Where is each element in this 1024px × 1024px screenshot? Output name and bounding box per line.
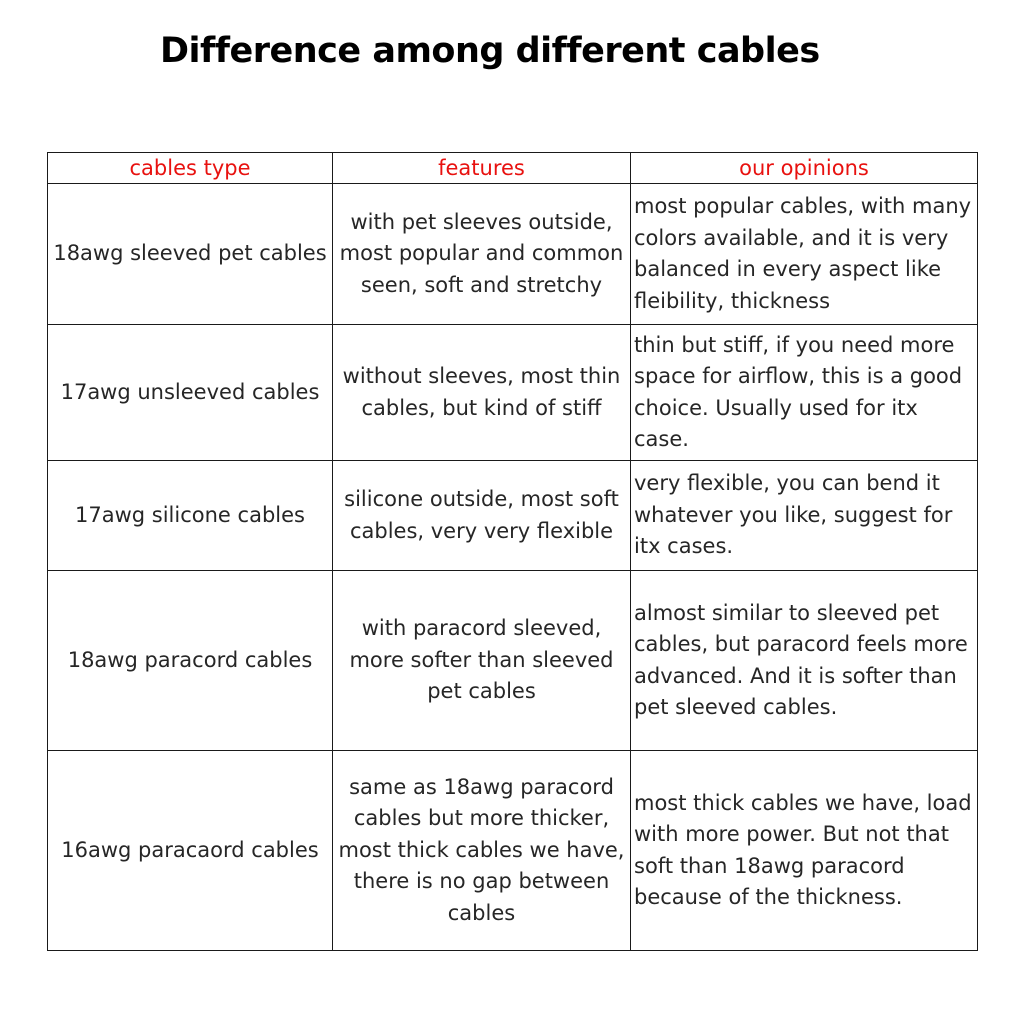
cell-cable-type: 18awg paracord cables — [48, 571, 333, 751]
table-header-row — [48, 153, 978, 184]
cell-features: with pet sleeves outside, most popular and common seen, soft and stretchy — [333, 184, 631, 325]
cell-opinions: thin but stiff, if you need more space for airflow, this is a good choice. Usually used for itx case. — [631, 325, 978, 461]
header-cables-type: cables type — [48, 153, 333, 184]
cell-cable-type: 17awg silicone cables — [48, 461, 333, 571]
table-row — [48, 571, 978, 751]
cell-cable-type: 17awg unsleeved cables — [48, 325, 333, 461]
table-row — [48, 325, 978, 461]
cell-opinions: almost similar to sleeved pet cables, but paracord feels more advanced. And it is softer than pet sleeved cables. — [631, 571, 978, 751]
cable-comparison-table — [47, 152, 978, 951]
cell-cable-type: 16awg paracaord cables — [48, 751, 333, 951]
cell-features: with paracord sleeved, more softer than sleeved pet cables — [333, 571, 631, 751]
cell-opinions: most thick cables we have, load with more power. But not that soft than 18awg paracord because of the thickness. — [631, 751, 978, 951]
cell-opinions: very flexible, you can bend it whatever you like, suggest for itx cases. — [631, 461, 978, 571]
table-row — [48, 184, 978, 325]
table-row — [48, 461, 978, 571]
page-title: Difference among different cables — [160, 31, 820, 71]
header-features: features — [333, 153, 631, 184]
cell-features: silicone outside, most soft cables, very very flexible — [333, 461, 631, 571]
cell-opinions: most popular cables, with many colors available, and it is very balanced in every aspect like fleibility, thickness — [631, 184, 978, 325]
cell-features: same as 18awg paracord cables but more thicker, most thick cables we have, there is no gap between cables — [333, 751, 631, 951]
cell-cable-type: 18awg sleeved pet cables — [48, 184, 333, 325]
cell-features: without sleeves, most thin cables, but kind of stiff — [333, 325, 631, 461]
table-row — [48, 751, 978, 951]
header-our-opinions: our opinions — [631, 153, 978, 184]
